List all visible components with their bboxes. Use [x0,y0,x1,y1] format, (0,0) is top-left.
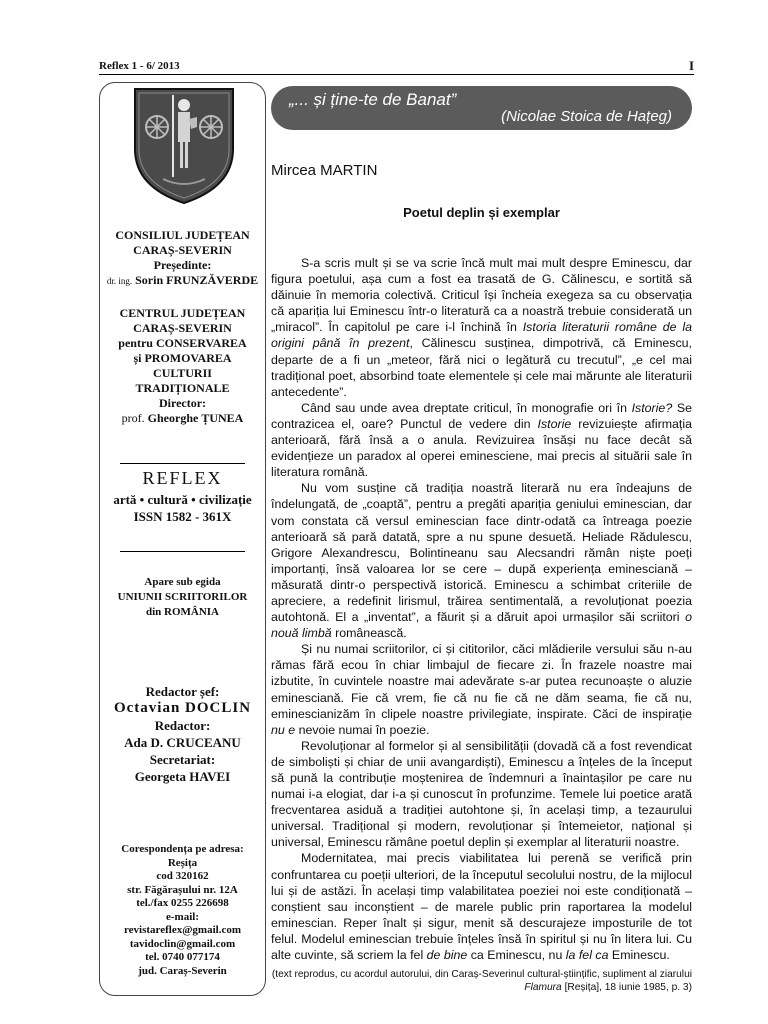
contact-city: Reșița [167,856,198,869]
president-prefix: dr. ing. [106,276,133,286]
council-line1: CONSILIUL JUDEȚEAN [115,228,250,242]
director-prefix: prof. [121,411,145,425]
paragraph: Modernitatea, mai precis viabilitatea lui perenă se verifică prin confruntarea cu poeții ulteriori, de la începutul secolului nostru, de la mijlocul lui și de astăzi. În același timp valabilitatea poeziei noi este condiționată – conștient sau inconștient – de marele public prin raportarea la modelul eminescian. Reper înalt și sigur, menit să descurajeze imposturile de tot felul. Modelul eminescian trebuie înțeles însă în spiritul și nu în litera lui. Cu alte cuvinte, să scriem la fel de bine ca Eminescu, nu la fel ca Eminescu. [271,851,692,963]
contact-block [100,843,265,978]
magazine-issn: ISSN 1582 - 361X [133,509,232,524]
council-line2: CARAȘ-SEVERIN [133,243,232,257]
secretary-name: Georgeta HAVEI [134,769,231,784]
paragraph: Și nu numai scriitorilor, ci și cititorilor, căci mlădierile versului său n-au rămas fără ecou în chiar limbajul de fiecare zi. În frazele noastre mai izbutite, în cuvintele noastre mai adevărate s-ar putea recunoaște o aluzie eminesciană. Fie că vrem, fie că nu fie că ne dăm seama, fie că nu, eminescianizăm în clipele noastre privilegiate, inspirate. Căci de inspirație nu e nevoie numai în poezie. [271,642,692,737]
center-line2: CARAȘ-SEVERIN [133,321,232,335]
secretary-role: Secretariat: [149,752,216,767]
editor-name: Ada D. CRUCEANU [124,735,241,750]
contact-email2[interactable]: tavidoclin@gmail.com [129,937,236,950]
divider [120,551,245,552]
contact-street: str. Făgărașului nr. 12A [127,883,238,896]
patronage-line2: UNIUNII SCRIITORILOR [117,591,248,603]
contact-email-label: e-mail: [166,910,199,923]
chief-name: Octavian DOCLIN [113,700,252,716]
contact-county: jud. Caraș-Severin [138,964,227,977]
paragraph: Nu vom susține că tradiția noastră literară nu era îndeajuns de îndelungată, de „coaptă”, pentru a pregăti apariția geniului eminescian, dar vom constata că versul eminescian face dintr-odată ca întreaga poezie anterioară să pară datată, spre a nu spune desuetă. Heliade Rădulescu, Grigore Alexandrescu, Bolintineanu sau Alecsandri rămân niște poeți importanți, însă valoarea lor se cere – după experiența eminesciană – măsurată dintr-o perspectivă istorică. Eminescu a schimbat criteriile de apreciere, a redefinit lirismul, trăirea sentimentală, a revoluționat poezia autohtonă. El a „inventat”, a făurit și a dăruit apoi urmașilor săi scriitori o nouă limbă românească. [271,481,692,641]
motto-banner [271,86,692,130]
council-president [100,273,265,289]
center-line6: TRADIȚIONALE [135,381,230,395]
paragraph: Când sau unde avea dreptate criticul, în monografie ori în Istorie? Se contrazicea el, oare? Punctul de vedere din Istorie revizuiește afirmația anterioară, fără însă a o anula. Revizuirea însăși nu face decât să evidențieze un paradox al operei eminesciene, mai precis al situării sale în literatura română. [271,400,692,480]
masthead-sidebar [99,82,266,996]
contact-email1[interactable]: revistareflex@gmail.com [123,924,242,936]
council-role: Președinte: [153,258,212,272]
contact-phone: tel./fax 0255 226698 [136,897,229,909]
banner-author: (Nicolae Stoica de Hațeg) [501,108,672,125]
article-body [271,255,692,963]
issue-label: Reflex 1 - 6/ 2013 [99,60,180,72]
council-block [100,228,265,289]
contact-postal: cod 320162 [156,870,209,882]
center-line5: CULTURII [153,366,212,380]
editors-block [100,683,265,785]
divider [120,463,245,464]
center-line1: CENTRUL JUDEȚEAN [119,306,246,320]
patronage-line1: Apare sub egida [144,576,221,588]
page-number: I [688,58,694,73]
contact-heading: Corespondența pe adresa: [121,843,244,855]
editor-role: Redactor: [154,718,211,733]
director-name: Gheorghe ȚUNEA [147,411,244,425]
coat-of-arms-icon [133,87,235,205]
article-title: Poetul deplin și exemplar [403,205,560,220]
header-rule [99,74,694,75]
patronage-line3: din ROMÂNIA [145,606,220,618]
president-name: Sorin FRUNZĂVERDE [135,273,259,287]
source-note: (text reprodus, cu acordul autorului, din Caraș-Severinul cultural-științific, supliment al ziarului Flamura [Reșița], 18 iunie 1985, p. 3) [271,969,692,993]
center-director [100,411,265,426]
contact-mobile: tel. 0740 077174 [145,951,220,963]
magazine-title: REFLEX [142,468,223,488]
patronage-block [100,575,265,620]
article-author: Mircea MARTIN [271,162,378,179]
magazine-info [100,491,265,525]
paragraph: Revoluționar al formelor și al sensibilității (dovadă că a fost revendicat de simboliști și chiar de unii avangardiști), Eminescu a înțeles de la început să pună la contribuție moștenirea de îndemnuri a înaintașilor pe care nu numai i-a elogiat, dar i-a și cunoscut în profunzime. Temele lui poetice arată frecventarea asiduă a tradiției autohtone și, în același timp, a tezaurului universal. Tradițional și modern, revoluționar și întemeietor, național și universal, Eminescu rămâne poetul deplin și exemplar al literaturii noastre. [271,738,692,850]
center-block [100,306,265,426]
banner-quote: „... și ține-te de Banat” [289,90,457,109]
center-line4: și PROMOVAREA [133,351,232,365]
magazine-tagline: artă • cultură • civilizație [113,492,252,507]
center-role: Director: [158,396,207,410]
paragraph: S-a scris mult și se va scrie încă mult mai mult despre Eminescu, dar figura poetului, așa cum a fost ea trasată de G. Călinescu, e sortită să dăinuie în memoria colectivă. Criticul își încheia exegeza sa cu observația că apariția lui Eminescu într-o literatură ca a noastră trebuie considerată un „miracol”. În capitolul pe care i-l închină în Istoria literaturii române de la origini până în prezent, Călinescu susținea, dimpotrivă, că Eminescu, departe de a fi un „meteor, fără nici o legătură cu trecutul”, „e cel mai tradițional poet, absorbind toate elementele și cele mai mărunte ale literaturii antecedente”. [271,256,692,399]
center-line3: pentru CONSERVAREA [118,336,247,350]
chief-role: Redactor șef: [145,684,220,699]
